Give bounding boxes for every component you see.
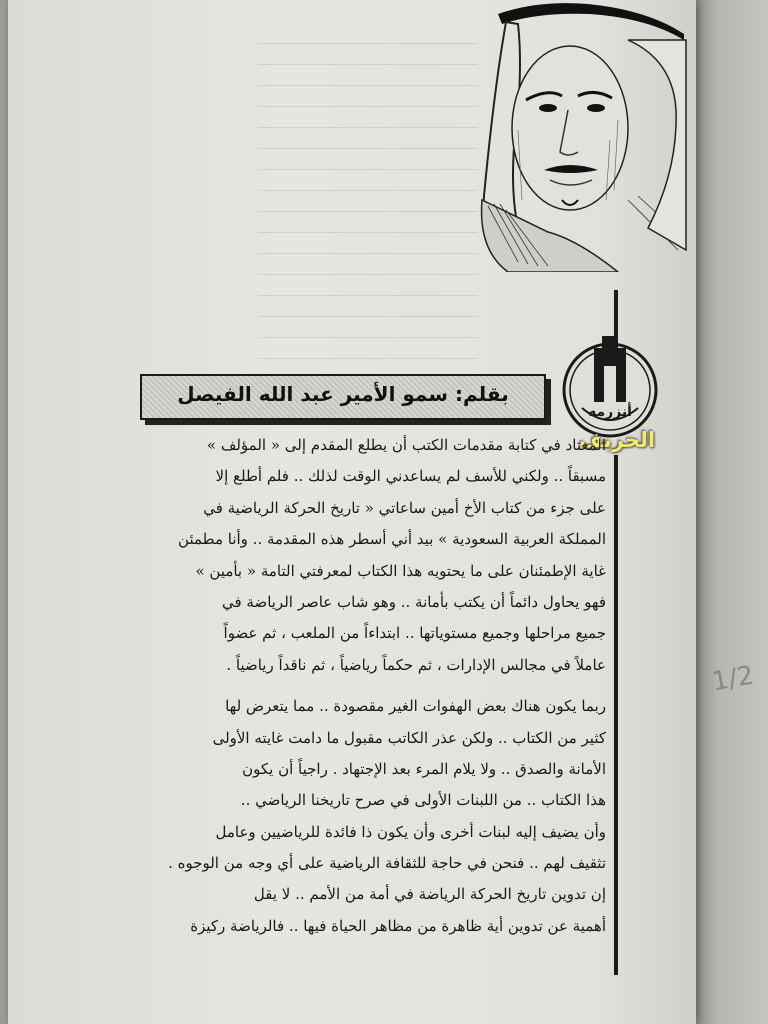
watermark-stamp: الحريف [578, 428, 656, 452]
preface-body [106, 430, 606, 942]
text-line: هذا الكتاب .. من اللبنات الأولى في صرح تاريخنا الرياضي .. [240, 791, 606, 810]
byline: بقلم: سمو الأمير عبد الله الفيصل [177, 382, 509, 406]
text-line: عاملاً في مجالس الإدارات ، ثم حكماً رياضياً ، ثم ناقداً رياضياً . [226, 655, 606, 674]
pencil-mark: 1/2 [709, 660, 757, 698]
next-page-edge [696, 0, 768, 1024]
text-line: الأمانة والصدق .. ولا يلام المرء بعد الإجتهاد . راجياً أن يكون [242, 759, 606, 778]
portrait-sketch [478, 0, 690, 272]
text-line: غاية الإطمئنان على ما يحتويه هذا الكتاب لمعرفتي التامة « بأمين » [195, 561, 606, 580]
text-line: كثير من الكتاب .. ولكن عذر الكاتب مقبول ما دامت غايته الأولى [212, 728, 606, 747]
bleed-through-text [258, 30, 478, 380]
text-line: فهو يحاول دائماً أن يكتب بأمانة .. وهو شاب عاصر الرياضة في [221, 592, 606, 611]
text-line: جميع مراحلها وجميع مستوياتها .. ابتداءاً من الملعب ، ثم عضواً [223, 624, 606, 643]
emblem-text: أنزرمه [588, 404, 632, 420]
text-line: أهمية عن تدوين أية ظاهرة من مظاهر الحياة فيها .. فالرياضة ركيزة [190, 916, 606, 935]
text-line: المملكة العربية السعودية » بيد أني أسطر هذه المقدمة .. وأنا مطمئن [178, 530, 606, 549]
vertical-rule [614, 455, 618, 975]
text-line: على جزء من كتاب الأخ أمين ساعاتي « تاريخ الحركة الرياضية في [203, 498, 606, 517]
text-line: تثقيف لهم .. فنحن في حاجة للثقافة الرياضية على أي وجه من الوجوه . [168, 854, 606, 873]
byline-box [140, 374, 546, 420]
text-line: إن تدوين تاريخ الحركة الرياضة في أمة من الأمم .. لا يقل [253, 885, 606, 904]
text-line: المعتاد في كتابة مقدمات الكتب أن يطلع المقدم إلى « المؤلف » [206, 436, 606, 454]
paragraph-gap [106, 681, 606, 691]
text-line: مسبقاً .. ولكني للأسف لم يساعدني الوقت لذلك .. فلم أطلع إلا [215, 467, 606, 486]
text-line: ربما يكون هناك بعض الهفوات الغير مقصودة .. مما يتعرض لها [225, 697, 606, 716]
text-line: وأن يضيف إليه لبنات أخرى وأن يكون ذا فائدة للرياضيين وعامل [215, 822, 606, 841]
